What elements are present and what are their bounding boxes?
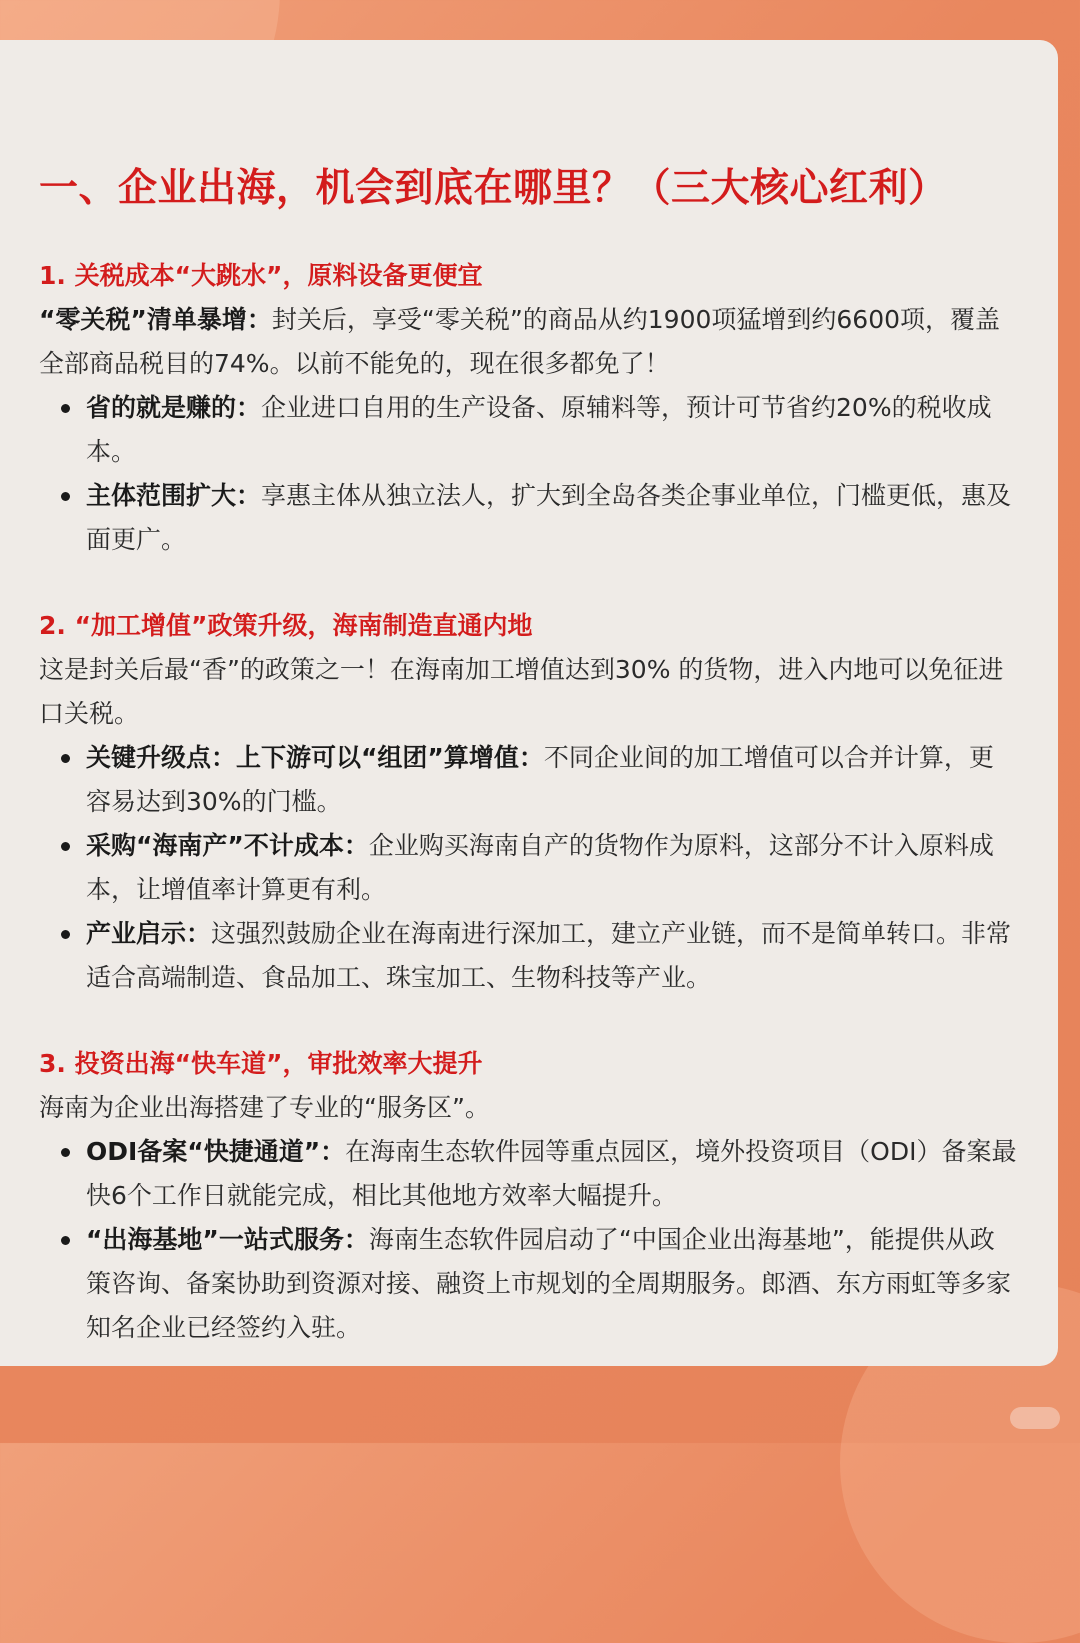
bullet-text: 企业购买海南自产的货物作为原料，这部分不计入原料成本，让增值率计算更有利。 <box>86 831 994 904</box>
bullet-label: 关键升级点：上下游可以“组团”算增值： <box>86 743 544 772</box>
bullet-icon <box>61 404 70 413</box>
bullet-icon <box>61 492 70 501</box>
bullet-text: 在海南生态软件园等重点园区，境外投资项目（ODI）备案最快6个工作日就能完成，相比其他地方效率大幅提升。 <box>86 1137 1017 1210</box>
section-3 <box>39 1042 1018 1350</box>
list-item <box>39 386 1018 474</box>
bullet-icon <box>61 754 70 763</box>
bullet-label: ODI备案“快捷通道”： <box>86 1137 346 1166</box>
content-card <box>0 40 1058 1366</box>
bullet-text: 海南生态软件园启动了“中国企业出海基地”，能提供从政策咨询、备案协助到资源对接、融资上市规划的全周期服务。郎酒、东方雨虹等多家知名企业已经签约入驻。 <box>86 1225 1012 1342</box>
bullet-icon <box>61 1236 70 1245</box>
bullet-text: 企业进口自用的生产设备、原辅料等，预计可节省约20%的税收成本。 <box>86 393 992 466</box>
bullet-list <box>39 386 1018 562</box>
bullet-icon <box>61 1148 70 1157</box>
bullet-text: 这强烈鼓励企业在海南进行深加工，建立产业链，而不是简单转口。非常适合高端制造、食品加工、珠宝加工、生物科技等产业。 <box>86 919 1012 992</box>
intro-text: 封关后，享受“零关税”的商品从约1900项猛增到约6600项，覆盖全部商品税目的74%。以前不能免的，现在很多都免了！ <box>39 305 1001 378</box>
bullet-label: 省的就是赚的： <box>86 393 262 422</box>
section-title: 3. 投资出海“快车道”，审批效率大提升 <box>39 1049 483 1078</box>
intro-label: “零关税”清单暴增： <box>39 305 272 334</box>
section-intro: 这是封关后最“香”的政策之一！在海南加工增值达到30% 的货物，进入内地可以免征进口关税。 <box>39 655 1004 728</box>
list-item <box>39 736 1018 824</box>
bullet-label: 主体范围扩大： <box>86 481 262 510</box>
section-1 <box>39 254 1018 562</box>
bullet-label: 采购“海南产”不计成本： <box>86 831 369 860</box>
watermark-badge <box>1010 1407 1060 1429</box>
bullet-list <box>39 736 1018 1000</box>
list-item <box>39 474 1018 562</box>
list-item <box>39 912 1018 1000</box>
bullet-icon <box>61 842 70 851</box>
list-item <box>39 1130 1018 1218</box>
bullet-text: 享惠主体从独立法人，扩大到全岛各类企事业单位，门槛更低，惠及面更广。 <box>86 481 1012 554</box>
bullet-label: 产业启示： <box>86 919 212 948</box>
list-item <box>39 824 1018 912</box>
bullet-text: 不同企业间的加工增值可以合并计算，更容易达到30%的门槛。 <box>86 743 994 816</box>
section-intro: 海南为企业出海搭建了专业的“服务区”。 <box>39 1093 490 1122</box>
section-intro <box>39 298 1018 386</box>
list-item <box>39 1218 1018 1350</box>
section-title: 1. 关税成本“大跳水”，原料设备更便宜 <box>39 261 483 290</box>
section-title: 2. “加工增值”政策升级，海南制造直通内地 <box>39 611 533 640</box>
bullet-icon <box>61 930 70 939</box>
bullet-list <box>39 1130 1018 1350</box>
page-title: 一、企业出海，机会到底在哪里？（三大核心红利） <box>39 166 948 211</box>
section-2 <box>39 604 1018 1000</box>
bullet-label: “出海基地”一站式服务： <box>86 1225 369 1254</box>
